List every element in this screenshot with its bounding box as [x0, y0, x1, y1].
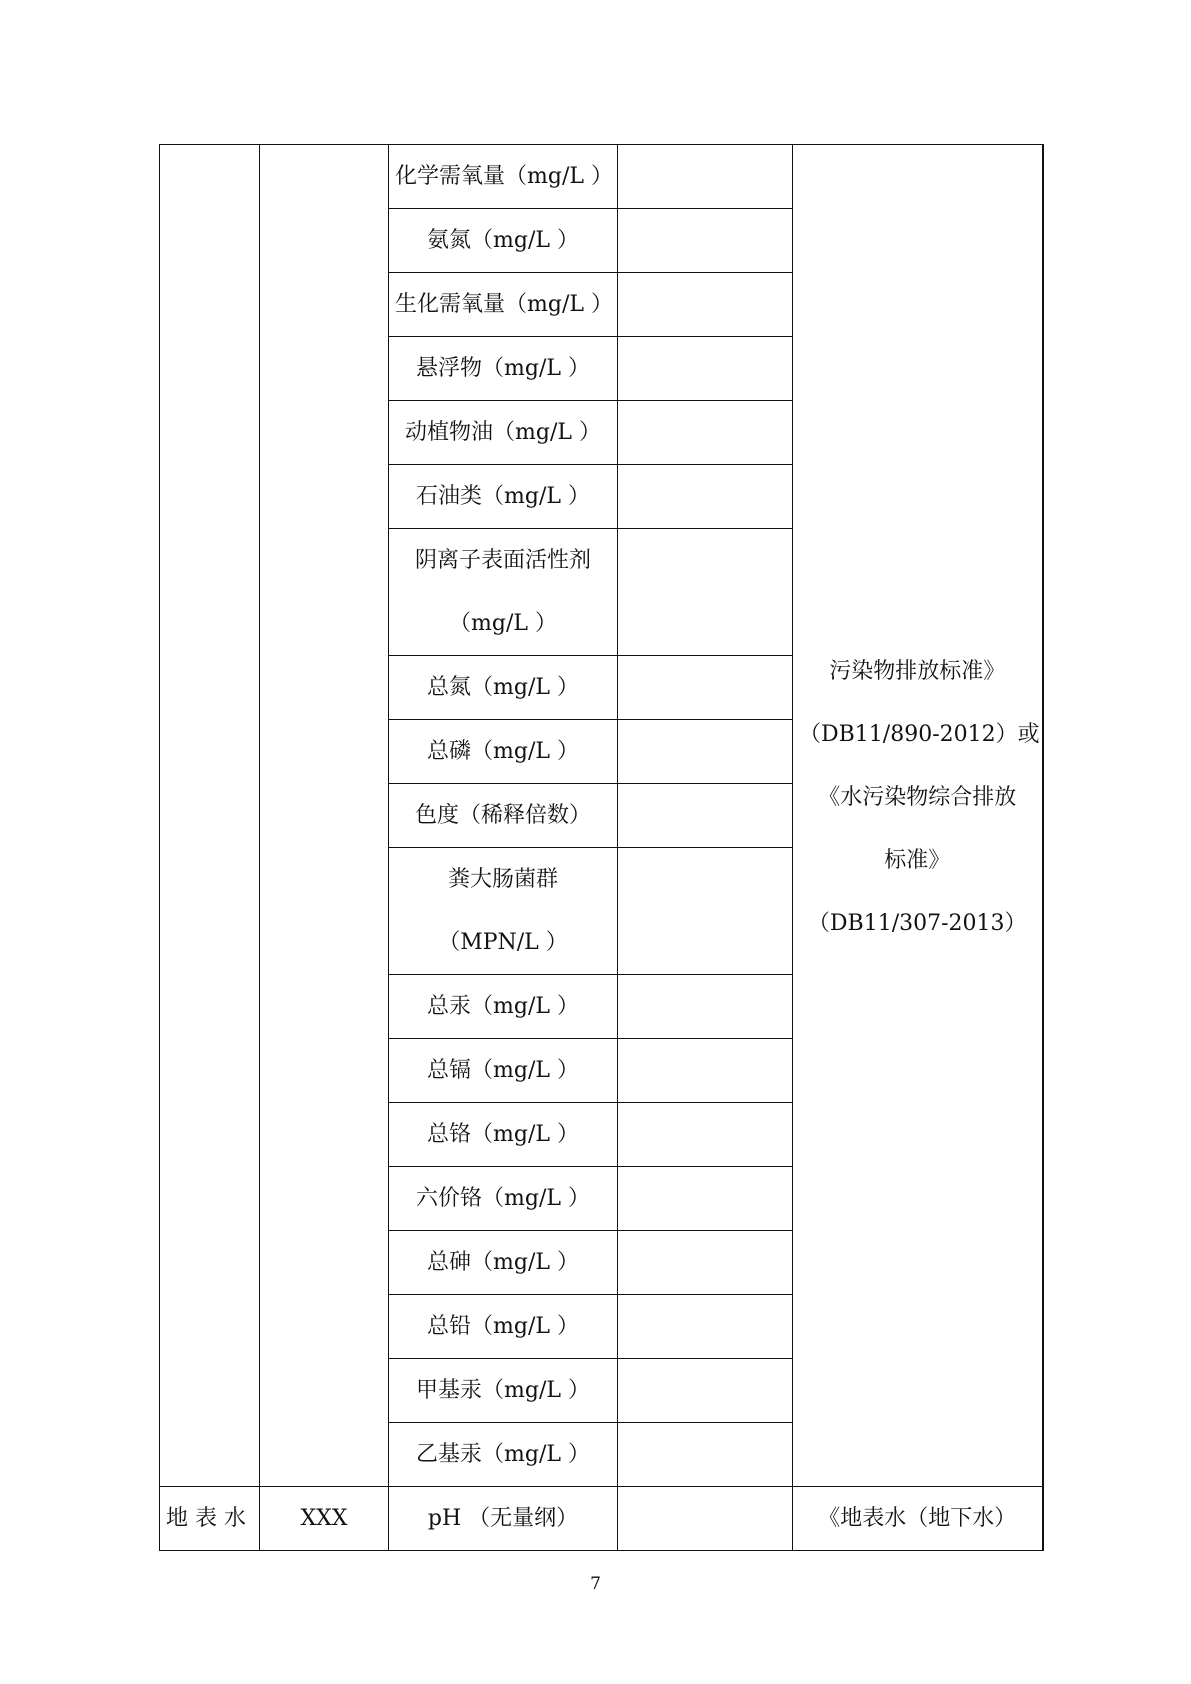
code-cell: XXX — [260, 1487, 389, 1551]
value-cell — [618, 784, 793, 848]
item-bod: 生化需氧量（mg/L ） — [389, 273, 618, 337]
item-methylmercury: 甲基汞（mg/L ） — [389, 1359, 618, 1423]
page-number: 7 — [590, 1574, 601, 1594]
item-fecal-coliform — [389, 848, 618, 975]
value-cell — [618, 1423, 793, 1487]
value-cell — [618, 401, 793, 465]
value-cell — [618, 465, 793, 529]
value-cell — [618, 1167, 793, 1231]
value-cell — [618, 1359, 793, 1423]
item-unit-line: （mg/L ） — [449, 610, 557, 636]
item-total-phosphorus: 总磷（mg/L ） — [389, 720, 618, 784]
monitoring-standards-table — [159, 144, 1044, 1551]
standard-line: 《水污染物综合排放 — [818, 785, 1017, 810]
code-cell-continued — [260, 145, 389, 1487]
standard-surface-water: 《地表水（地下水） — [793, 1487, 1043, 1551]
item-ammonia-nitrogen: 氨氮（mg/L ） — [389, 209, 618, 273]
item-total-mercury: 总汞（mg/L ） — [389, 975, 618, 1039]
item-line: 粪大肠菌群 — [447, 866, 558, 892]
value-cell — [618, 656, 793, 720]
item-total-cadmium: 总镉（mg/L ） — [389, 1039, 618, 1103]
category-surface-water: 地表水 — [160, 1487, 260, 1551]
value-cell — [618, 975, 793, 1039]
item-animal-vegetable-oil: 动植物油（mg/L ） — [389, 401, 618, 465]
standard-line: （DB11/890-2012）或 — [799, 722, 1040, 747]
value-cell — [618, 529, 793, 656]
item-line: 阴离子表面活性剂 — [414, 547, 591, 573]
value-cell — [618, 1039, 793, 1103]
value-cell — [618, 273, 793, 337]
standard-line: 污染物排放标准》 — [829, 659, 1006, 684]
item-total-lead: 总铅（mg/L ） — [389, 1295, 618, 1359]
value-cell — [618, 848, 793, 975]
item-unit-line: （MPN/L ） — [438, 929, 568, 955]
item-petroleum: 石油类（mg/L ） — [389, 465, 618, 529]
standard-line: 标准》 — [884, 848, 951, 873]
category-cell-continued — [160, 145, 260, 1487]
standard-cell-continued — [793, 145, 1043, 1487]
item-cod: 化学需氧量（mg/L ） — [389, 145, 618, 209]
item-hexavalent-chromium: 六价铬（mg/L ） — [389, 1167, 618, 1231]
standard-line: （DB11/307-2013） — [807, 911, 1027, 936]
item-ph: pH （无量纲） — [389, 1487, 618, 1551]
item-total-chromium: 总铬（mg/L ） — [389, 1103, 618, 1167]
value-cell — [618, 1295, 793, 1359]
item-suspended-solids: 悬浮物（mg/L ） — [389, 337, 618, 401]
item-total-arsenic: 总砷（mg/L ） — [389, 1231, 618, 1295]
value-cell — [618, 1487, 793, 1551]
item-total-nitrogen: 总氮（mg/L ） — [389, 656, 618, 720]
value-cell — [618, 1231, 793, 1295]
value-cell — [618, 145, 793, 209]
item-anionic-surfactant — [389, 529, 618, 656]
value-cell — [618, 1103, 793, 1167]
value-cell — [618, 720, 793, 784]
item-color: 色度（稀释倍数） — [389, 784, 618, 848]
value-cell — [618, 209, 793, 273]
value-cell — [618, 337, 793, 401]
item-ethylmercury: 乙基汞（mg/L ） — [389, 1423, 618, 1487]
